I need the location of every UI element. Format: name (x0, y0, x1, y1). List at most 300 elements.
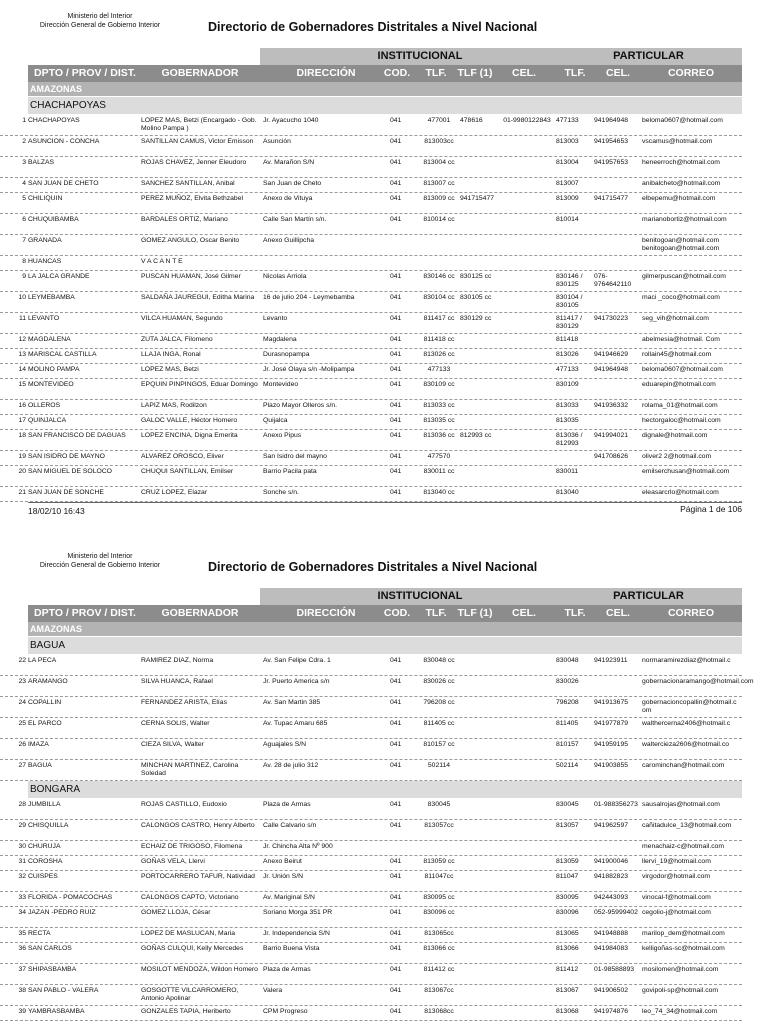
cell-correo: seg_vih@hotmail.com (642, 315, 709, 322)
cell-gob: LLAJA INGA, Ronal (141, 351, 201, 358)
cell-tlf: 813033 cc (423, 402, 455, 409)
cell-n: 37 (18, 966, 26, 973)
cell-correo: eleasarcrlo@hotmail.com (642, 489, 719, 496)
table-row (0, 430, 742, 451)
cell-tlf: 830048 cc (423, 657, 455, 664)
table-row (0, 349, 742, 364)
cell-dir: Anexo Beirut (263, 858, 302, 865)
cell-cod: 041 (390, 336, 402, 343)
table-row (0, 739, 742, 760)
cell-cod: 041 (390, 801, 402, 808)
cell-correo: oliver2 2@hotmail.com (642, 453, 712, 460)
table-row (0, 136, 742, 157)
column-header: TLF. (425, 607, 447, 619)
cell-cod: 041 (390, 987, 402, 994)
cell-correo: gobernacioncopallin@hotmail.c om (642, 699, 737, 714)
group-particular: PARTICULAR (555, 588, 742, 605)
table-row (0, 820, 742, 841)
cell-dist: CHILIQUIN (28, 195, 63, 202)
cell-correo: mosilomen@hotmail.com (642, 966, 719, 973)
ministry-line: Dirección General de Gobierno Interior (39, 562, 161, 569)
cell-n: 17 (18, 417, 26, 424)
cell-tlf: 813040 cc (423, 489, 455, 496)
cell-dir: Plaza de Armas (263, 801, 311, 808)
cell-dist: SAN PABLO - VALERA (28, 987, 99, 994)
cell-correo: abelmesia@hotmail. Com (642, 336, 720, 343)
cell-dir: Plazo Mayor Olleros s/n. (263, 402, 338, 409)
cell-n: 18 (18, 432, 26, 439)
cell-dir: Soriano Morga 351 PR (263, 909, 333, 916)
cell-tlf: 813004 cc (423, 159, 455, 166)
cell-correo: beloma0607@hotmail.com (642, 117, 723, 124)
cell-dir: Barrio Pacila pata (263, 468, 317, 475)
cell-ptlf: 477133 (556, 117, 579, 124)
cell-tlf: 813068cc (424, 1008, 454, 1015)
cell-gob: GOMEZ ANGULO, Oscar Benito (141, 237, 240, 244)
document-title: Directorio de Gobernadores Distritales a Nivel Nacional (208, 20, 538, 34)
cell-n: 20 (18, 468, 26, 475)
cell-dist: SAN FRANCISCO DE DAGUAS (28, 432, 126, 439)
cell-cod: 041 (390, 858, 402, 865)
cell-ptlf: 811417 / 830129 (556, 315, 582, 330)
cell-n: 5 (22, 195, 26, 202)
cell-dist: LEYMEBAMBA (28, 294, 75, 301)
cell-tlf: 810157 cc (423, 741, 455, 748)
table-row (0, 235, 742, 256)
footer-rule (28, 502, 742, 503)
cell-dist: BALZAS (28, 159, 55, 166)
cell-pcel: 01-988356273 (594, 801, 638, 808)
cell-n: 9 (22, 273, 26, 280)
cell-n: 27 (18, 762, 26, 769)
cell-cod: 041 (390, 468, 402, 475)
cell-dir: Jr. Independencia S/N (263, 930, 330, 937)
cell-cod: 041 (390, 195, 402, 202)
cell-pcel: 941906502 (594, 987, 629, 994)
cell-tlf: 830146 cc (423, 273, 455, 280)
cell-n: 36 (18, 945, 26, 952)
cell-n: 31 (18, 858, 26, 865)
cell-dist: SAN JUAN DE SONCHE (28, 489, 104, 496)
ministry-header (30, 12, 170, 30)
cell-n: 32 (18, 873, 26, 880)
cell-ptlf: 811412 (556, 966, 579, 973)
cell-ptlf: 813040 (556, 489, 579, 496)
cell-gob: CALONGOS CAPTO, Victoriano (141, 894, 239, 901)
cell-dist: CHISQUILLA (28, 822, 69, 829)
cell-pcel: 941708626 (594, 453, 629, 460)
cell-correo: rolama_01@hotmail.com (642, 402, 718, 409)
table-row (0, 892, 742, 907)
cell-n: 26 (18, 741, 26, 748)
cell-tlf: 811047cc (424, 873, 454, 880)
table-row (0, 943, 742, 964)
cell-ptlf: 813007 (556, 180, 579, 187)
cell-pcel: 941977879 (594, 720, 629, 727)
ministry-line: Ministerio del Interior (67, 13, 133, 20)
cell-cod: 041 (390, 216, 402, 223)
cell-cod: 041 (390, 894, 402, 901)
cell-gob: PEREZ MUÑOZ, Elvita Bethzabel (141, 195, 243, 202)
cell-gob: LOPEZ MAS, Betzi (Encargado - Gob. Molino Pampa ) (141, 117, 257, 132)
cell-correo: marianobortiz@hotmail.com (642, 216, 727, 223)
footer-page-number: Página 1 de 106 (680, 504, 742, 514)
cell-dir: Magdalena (263, 336, 297, 343)
cell-dir: Anexo Guillipcha (263, 237, 315, 244)
cell-tlf: 811417 cc (423, 315, 455, 322)
cell-n: 7 (22, 237, 26, 244)
cell-tlf: 813057cc (424, 822, 454, 829)
table-row (0, 718, 742, 739)
cell-dist: IMAZA (28, 741, 49, 748)
cell-dir: Av. 28 de julio 312 (263, 762, 319, 769)
cell-ptlf: 796208 (556, 699, 579, 706)
cell-correo: cañitadulce_13@hotmail.com (642, 822, 732, 829)
cell-gob: LAPIZ MAS, Rodilzon (141, 402, 207, 409)
cell-dist: ASUNCION - CONCHA (28, 138, 100, 145)
cell-dist: MOLINO PAMPA (28, 366, 80, 373)
cell-gob: ECHAIZ DE TRIGOSO, Filomena (141, 843, 243, 850)
cell-cod: 041 (390, 657, 402, 664)
cell-cod: 041 (390, 180, 402, 187)
group-particular: PARTICULAR (555, 48, 742, 65)
cell-ptlf: 810157 (556, 741, 579, 748)
cell-pcel: 941974876 (594, 1008, 629, 1015)
cell-pcel: 941948888 (594, 930, 629, 937)
cell-dir: Av. San Felipe Cdra. 1 (263, 657, 331, 664)
column-header: TLF. (425, 67, 447, 79)
cell-cod: 041 (390, 381, 402, 388)
cell-gob: ROJAS CASTILLO, Eudoxio (141, 801, 227, 808)
cell-cod: 041 (390, 678, 402, 685)
cell-cod: 041 (390, 741, 402, 748)
cell-ptlf: 813059 (556, 858, 579, 865)
cell-pcel: 941957653 (594, 159, 629, 166)
cell-correo: vinocal-f@hotmail.com (642, 894, 711, 901)
document-title: Directorio de Gobernadores Distritales a Nivel Nacional (208, 560, 538, 574)
column-header: GOBERNADOR (161, 67, 239, 79)
cell-dist: MAGDALENA (28, 336, 71, 343)
cell-dist: SHIPASBAMBA (28, 966, 77, 973)
cell-dir: Asunción (263, 138, 291, 145)
cell-gob: SILVA HUANCA, Rafael (141, 678, 213, 685)
cell-pcel: 01-98588893 (594, 966, 635, 973)
cell-tlf: 477133 (427, 366, 451, 373)
table-row (0, 841, 742, 856)
cell-dist: COPALLIN (28, 699, 62, 706)
cell-pcel: 941882823 (594, 873, 629, 880)
table-row (0, 256, 742, 271)
table-row (0, 907, 742, 928)
cell-dir: Quijalca (263, 417, 288, 424)
cell-gob: GALOC VALLE, Héctor Homero (141, 417, 238, 424)
cell-tlf: 813036 cc (423, 432, 455, 439)
cell-dir: Jr. José Olaya s/n -Molipampa (263, 366, 355, 373)
cell-correo: virgodor@hotmail.com (642, 873, 711, 880)
cell-ptlf: 813065 (556, 930, 579, 937)
ministry-line: Ministerio del Interior (67, 553, 133, 560)
cell-pcel: 941936332 (594, 402, 629, 409)
cell-dir: Jr. Puerto America s/n (263, 678, 330, 685)
cell-dist: ARAMANGO (28, 678, 68, 685)
group-institucional: INSTITUCIONAL (260, 588, 580, 605)
cell-dist: HUANCAS (28, 258, 62, 265)
cell-tlf: 813009 cc (423, 195, 455, 202)
cell-pcel: 052-95999402 (594, 909, 638, 916)
cell-tlf: 477001 (427, 117, 451, 124)
table-row (0, 193, 742, 214)
cell-ptlf: 811047 (556, 873, 579, 880)
cell-gob: LOPEZ ENCINA, Digna Emerita (141, 432, 238, 439)
cell-tlf1: 830125 cc (460, 273, 492, 280)
column-header: TLF. (564, 607, 586, 619)
table-row (0, 964, 742, 985)
column-header: COD. (383, 67, 411, 79)
cell-cel: 01-9980122843 (503, 117, 551, 124)
cell-dir: Aguajales S/N (263, 741, 307, 748)
cell-tlf: 830096 cc (423, 909, 455, 916)
cell-cod: 041 (390, 822, 402, 829)
group-institucional: INSTITUCIONAL (260, 48, 580, 65)
table-row (0, 760, 742, 781)
cell-n: 6 (22, 216, 26, 223)
cell-pcel: 941959195 (594, 741, 629, 748)
cell-n: 38 (18, 987, 26, 994)
cell-gob: VILCA HUAMAN, Segundo (141, 315, 223, 322)
cell-n: 11 (18, 315, 26, 322)
cell-dir: Av. San Martin 385 (263, 699, 321, 706)
cell-dist: EL PARCO (28, 720, 62, 727)
cell-gob: FERNANDEZ ARISTA, Elías (141, 699, 227, 706)
cell-dist: FLORIDA - POMACOCHAS (28, 894, 113, 901)
table-row (0, 985, 742, 1006)
cell-ptlf: 813033 (556, 402, 579, 409)
column-header: TLF. (564, 67, 586, 79)
cell-tlf: 477570 (427, 453, 451, 460)
cell-n: 35 (18, 930, 26, 937)
cell-dir: Av. Marañon S/N (263, 159, 315, 166)
cell-tlf: 830045 (427, 801, 451, 808)
cell-dir: Durasnopampa (263, 351, 310, 358)
cell-dist: CHURUJA (28, 843, 61, 850)
cell-correo: marilop_dem@hotmail.com (642, 930, 725, 937)
cell-pcel: 941715477 (594, 195, 629, 202)
cell-pcel: 941964948 (594, 117, 629, 124)
cell-gob: ZUTA JALCA, Filomeno (141, 336, 213, 343)
cell-cod: 041 (390, 1008, 402, 1015)
cell-correo: menachaiz-c@hotmail.com (642, 843, 725, 850)
cell-pcel: 941730223 (594, 315, 629, 322)
table-row (0, 466, 742, 487)
cell-cod: 041 (390, 432, 402, 439)
cell-dist: CHUQUIBAMBA (28, 216, 79, 223)
column-header: DIRECCIÓN (296, 607, 356, 619)
table-row (0, 334, 742, 349)
cell-ptlf: 813003 (556, 138, 579, 145)
cell-ptlf: 811405 (556, 720, 579, 727)
cell-n: 12 (18, 336, 26, 343)
cell-cod: 041 (390, 366, 402, 373)
table-row (0, 487, 742, 502)
table-row (0, 214, 742, 235)
table-row (0, 115, 742, 136)
cell-dir: Nicolas Arriola (263, 273, 307, 280)
cell-gob: CERNA SOLIS, Walter (141, 720, 210, 727)
column-header: GOBERNADOR (161, 607, 239, 619)
cell-dist: JAZAN -PEDRO RUIZ (28, 909, 96, 916)
cell-tlf: 813003cc (424, 138, 454, 145)
cell-pcel: 941984083 (594, 945, 629, 952)
column-group-header (28, 588, 742, 605)
cell-correo: cegolio-j@hotmail.com (642, 909, 711, 916)
cell-correo: maci _coco@hotmail.com (642, 294, 720, 301)
cell-tlf: 830104 cc (423, 294, 455, 301)
cell-tlf: 830109 cc (423, 381, 455, 388)
cell-dir: Calle San Martín s/n. (263, 216, 327, 223)
cell-ptlf: 830096 (556, 909, 579, 916)
cell-gob: MINCHAN MARTINEZ, Carolina Soledad (141, 762, 239, 777)
cell-cod: 041 (390, 762, 402, 769)
cell-gob: PORTOCARRERO TAFUR, Natividad (141, 873, 255, 880)
cell-cod: 041 (390, 117, 402, 124)
cell-correo: dignale@hotmail.com (642, 432, 708, 439)
cell-n: 13 (18, 351, 26, 358)
cell-tlf: 796208 cc (423, 699, 455, 706)
cell-pcel: 941903855 (594, 762, 629, 769)
cell-ptlf: 830048 (556, 657, 579, 664)
cell-pcel: 941900046 (594, 858, 629, 865)
cell-correo: hectorgaloc@hotmail.com (642, 417, 721, 424)
cell-pcel: 941923911 (594, 657, 628, 664)
cell-dir: Valera (263, 987, 283, 994)
page-2 (0, 540, 768, 1024)
table-row (0, 799, 742, 820)
cell-n: 2 (22, 138, 26, 145)
department-band: AMAZONAS (28, 622, 742, 636)
cell-tlf: 813035 cc (423, 417, 455, 424)
cell-tlf: 810014 cc (423, 216, 455, 223)
cell-tlf1: 830129 cc (460, 315, 492, 322)
cell-correo: beloma0607@hotmail.com (642, 366, 723, 373)
cell-gob: V A C A N T E (141, 258, 183, 265)
cell-n: 14 (18, 366, 26, 373)
cell-cod: 041 (390, 294, 402, 301)
cell-ptlf: 813035 (556, 417, 579, 424)
cell-ptlf: 811418 (556, 336, 579, 343)
cell-dist: SAN JUAN DE CHETO (28, 180, 99, 187)
column-header: CEL. (512, 607, 536, 619)
cell-correo: gilmerpuscan@hotmail.com (642, 273, 726, 280)
cell-tlf1: 830105 cc (460, 294, 492, 301)
ministry-header (30, 552, 170, 570)
ministry-line: Dirección General de Gobierno Interior (39, 22, 161, 29)
column-header: COD. (383, 607, 411, 619)
cell-ptlf: 813067 (556, 987, 579, 994)
cell-gob: MOSILOT MENDOZA, Wildon Homero (141, 966, 258, 973)
cell-tlf1: 941715477 (460, 195, 495, 202)
cell-ptlf: 813026 (556, 351, 579, 358)
column-header: DPTO / PROV / DIST. (34, 67, 136, 79)
cell-cod: 041 (390, 873, 402, 880)
cell-pcel: 941913675 (594, 699, 629, 706)
cell-correo: sausalrojas@hotmail.com (642, 801, 720, 808)
cell-n: 3 (22, 159, 26, 166)
cell-dist: MARISCAL CASTILLA (28, 351, 97, 358)
table-row (0, 400, 742, 415)
cell-n: 25 (18, 720, 26, 727)
cell-dist: LA PECA (28, 657, 57, 664)
cell-correo: heneerroch@hotmail.com (642, 159, 720, 166)
cell-n: 1 (22, 117, 26, 124)
cell-ptlf: 502114 (556, 762, 579, 769)
column-header: TLF (1) (457, 607, 493, 619)
cell-n: 19 (18, 453, 26, 460)
cell-dir: Anexo Pipus (263, 432, 302, 439)
cell-ptlf: 813036 / 812993 (556, 432, 583, 447)
cell-tlf: 811418 cc (423, 336, 455, 343)
cell-cod: 041 (390, 699, 402, 706)
table-row (0, 451, 742, 466)
cell-dist: COROSHA (28, 858, 63, 865)
cell-correo: benitogoan@hotmail.com benitogoan@hotmail.com (642, 237, 720, 252)
cell-ptlf: 830026 (556, 678, 579, 685)
cell-ptlf: 830109 (556, 381, 579, 388)
cell-n: 30 (18, 843, 26, 850)
cell-tlf1: 812993 cc (460, 432, 492, 439)
cell-tlf: 830026 cc (423, 678, 455, 685)
cell-n: 28 (18, 801, 26, 808)
cell-dir: 16 de julio 204 - Leymebamba (263, 294, 355, 301)
column-header: CORREO (667, 67, 715, 79)
cell-gob: GOÑAS CULQUI, Kelly Mercedes (141, 945, 244, 952)
table-row (0, 871, 742, 892)
cell-gob: GOÑAS VELA, Llervi (141, 858, 205, 865)
cell-ptlf: 477133 (556, 366, 579, 373)
table-row (0, 313, 742, 334)
cell-pcel: 941962597 (594, 822, 629, 829)
cell-gob: PUSCAN HUAMAN, José Gilmer (141, 273, 241, 280)
cell-correo: elbepemu@hotmail.com (642, 195, 716, 202)
cell-correo: waltercieza2606@hotmail.co (642, 741, 729, 748)
province-band: CHACHAPOYAS (28, 97, 742, 114)
cell-correo: normaramirezdiaz@hotmail.c (642, 657, 731, 664)
cell-pcel: 942443093 (594, 894, 629, 901)
cell-n: 23 (18, 678, 26, 685)
cell-ptlf: 830104 / 830105 (556, 294, 583, 309)
column-header: CEL. (606, 607, 630, 619)
cell-ptlf: 830146 / 830125 (556, 273, 583, 288)
cell-n: 22 (18, 657, 26, 664)
cell-cod: 041 (390, 720, 402, 727)
cell-gob: CHUQUI SANTILLAN, Emilser (141, 468, 234, 475)
column-header: DPTO / PROV / DIST. (34, 607, 136, 619)
cell-gob: SANTILLAN CAMUS, Victor Emisson (141, 138, 254, 145)
cell-tlf: 830095 cc (423, 894, 455, 901)
column-header: CORREO (667, 607, 715, 619)
table-row (0, 178, 742, 193)
table-row (0, 379, 742, 400)
cell-correo: gobernacionaramango@hotmail.com (642, 678, 754, 685)
table-row (0, 1006, 742, 1021)
cell-n: 29 (18, 822, 26, 829)
cell-n: 33 (18, 894, 26, 901)
cell-cod: 041 (390, 417, 402, 424)
cell-dist: SAN ISIDRO DE MAYNO (28, 453, 105, 460)
cell-n: 39 (18, 1008, 26, 1015)
cell-cod: 041 (390, 966, 402, 973)
cell-dist: YAMBRASBAMBA (28, 1008, 85, 1015)
cell-ptlf: 813068 (556, 1008, 579, 1015)
